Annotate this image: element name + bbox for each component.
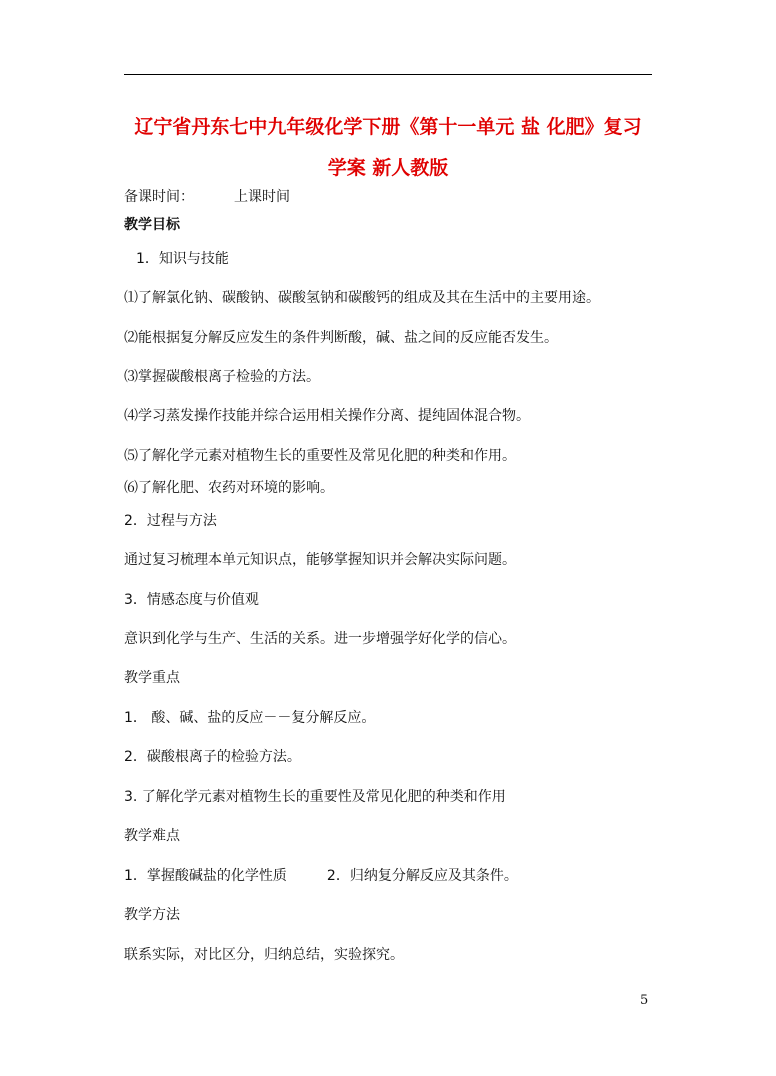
objective-subheading-1: 1．知识与技能 — [136, 251, 229, 267]
difficulty-row — [124, 867, 518, 885]
attitude-text: 意识到化学与生产、生活的关系。进一步增强学好化学的信心。 — [124, 631, 516, 647]
difficulty-heading: 教学难点 — [124, 828, 180, 844]
objective-item-3: ⑶掌握碳酸根离子检验的方法。 — [124, 369, 320, 385]
document-title-line-2: 学案 新人教版 — [327, 157, 449, 179]
objective-item-2: ⑵能根据复分解反应发生的条件判断酸，碱、盐之间的反应能否发生。 — [124, 330, 558, 346]
key-point-3: 3. 了解化学元素对植物生长的重要性及常见化肥的种类和作用 — [124, 789, 506, 805]
page-number: 5 — [640, 993, 649, 1008]
objective-item-1: ⑴了解氯化钠、碳酸钠、碳酸氢钠和碳酸钙的组成及其在生活中的主要用途。 — [124, 290, 600, 306]
objective-subheading-3: 3．情感态度与价值观 — [124, 592, 259, 608]
method-text: 联系实际，对比区分，归纳总结，实验探究。 — [124, 947, 404, 963]
time-row — [124, 188, 290, 206]
objective-item-5: ⑸了解化学元素对植物生长的重要性及常见化肥的种类和作用。 — [124, 448, 516, 464]
objective-item-6: ⑹了解化肥、农药对环境的影响。 — [124, 480, 334, 496]
prep-time-label: 备课时间： — [124, 189, 194, 205]
key-points-heading: 教学重点 — [124, 670, 180, 686]
objective-subheading-2: 2．过程与方法 — [124, 513, 217, 529]
objectives-heading: 教学目标 — [124, 217, 180, 233]
objective-item-4: ⑷学习蒸发操作技能并综合运用相关操作分离、提纯固体混合物。 — [124, 408, 530, 424]
header-rule — [124, 74, 652, 75]
class-time-label: 上课时间 — [234, 189, 290, 205]
document-title-line-1: 辽宁省丹东七中九年级化学下册《第十一单元 盐 化肥》复习 — [134, 116, 642, 138]
key-point-1: 1． 酸、碱、盐的反应－－复分解反应。 — [124, 710, 376, 726]
difficulty-item-2: 2．归纳复分解反应及其条件。 — [326, 868, 518, 884]
method-heading: 教学方法 — [124, 907, 180, 923]
difficulty-item-1: 1．掌握酸碱盐的化学性质 — [124, 868, 287, 884]
key-point-2: 2．碳酸根离子的检验方法。 — [124, 749, 301, 765]
process-method-text: 通过复习梳理本单元知识点，能够掌握知识并会解决实际问题。 — [124, 552, 516, 568]
